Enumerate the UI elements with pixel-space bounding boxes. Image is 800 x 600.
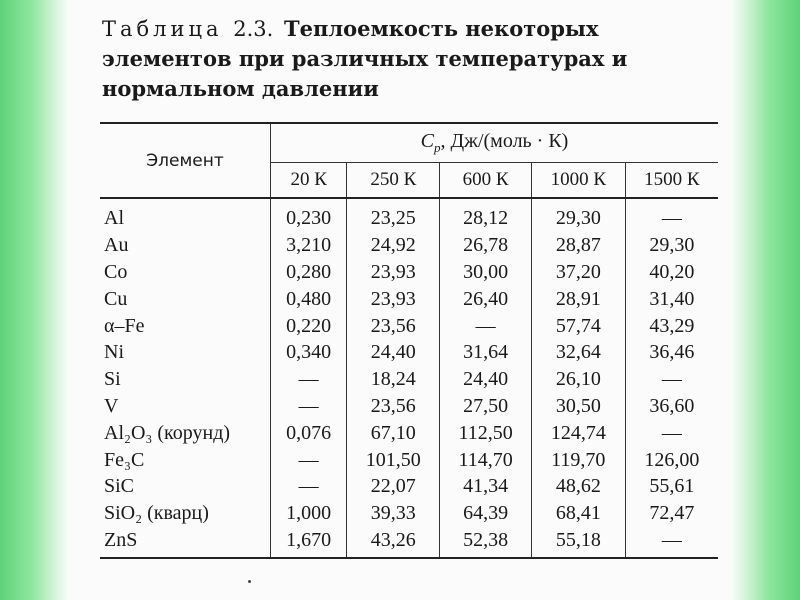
- temp-header: 250 К: [347, 163, 440, 199]
- value-cell: 0,340: [271, 339, 347, 366]
- value-cell: —: [625, 527, 718, 559]
- table-row: [100, 366, 718, 393]
- table-row: [100, 198, 718, 232]
- value-cell: 0,480: [271, 285, 347, 312]
- temp-header: 20 К: [271, 163, 347, 199]
- table-row: [100, 259, 718, 286]
- table-row: [100, 339, 718, 366]
- value-cell: 30,50: [531, 393, 625, 420]
- value-cell: 28,87: [531, 232, 625, 259]
- value-cell: 30,00: [440, 259, 532, 286]
- element-cell: SiO₂ (кварц): [104, 502, 209, 525]
- value-cell: 28,12: [440, 198, 532, 232]
- value-cell: 119,70: [531, 446, 625, 473]
- value-cell: 28,91: [531, 285, 625, 312]
- table-row: [100, 527, 718, 559]
- quantity-symbol: C: [420, 130, 434, 152]
- element-cell: Fe₃C: [104, 448, 145, 471]
- value-cell: —: [271, 446, 347, 473]
- element-cell: Cu: [104, 287, 128, 310]
- value-cell: —: [440, 312, 532, 339]
- value-cell: 22,07: [347, 473, 440, 500]
- element-cell: ZnS: [100, 527, 271, 559]
- table-row: [100, 393, 718, 420]
- value-cell: 31,64: [440, 339, 532, 366]
- element-cell: Si: [104, 368, 121, 391]
- value-cell: 55,61: [625, 473, 718, 500]
- value-cell: —: [271, 366, 347, 393]
- caption-label: Таблица: [102, 17, 223, 41]
- value-cell: 64,39: [440, 500, 532, 527]
- caption-title: Теплоемкость некоторых элементов при различных температурах и нормальном давлении: [102, 16, 628, 101]
- table-row: [100, 285, 718, 312]
- value-cell: —: [625, 419, 718, 446]
- value-cell: 1,670: [271, 527, 347, 559]
- value-cell: 124,74: [531, 419, 625, 446]
- value-cell: 3,210: [271, 232, 347, 259]
- heat-capacity-table: [100, 122, 750, 559]
- quantity-subscript: p: [434, 140, 441, 155]
- value-cell: 0,076: [271, 419, 347, 446]
- value-cell: 55,18: [531, 527, 625, 559]
- value-cell: 67,10: [347, 419, 440, 446]
- value-cell: 112,50: [440, 419, 532, 446]
- element-cell: Ni: [104, 341, 124, 364]
- value-cell: —: [271, 473, 347, 500]
- value-cell: 0,220: [271, 312, 347, 339]
- element-cell: Au: [104, 234, 129, 257]
- value-cell: 39,33: [347, 500, 440, 527]
- table-row: [100, 312, 718, 339]
- value-cell: 18,24: [347, 366, 440, 393]
- quantity-unit: , Дж/(моль · К): [440, 130, 569, 152]
- value-cell: 72,47: [625, 500, 718, 527]
- value-cell: 43,26: [347, 527, 440, 559]
- table-row: [100, 500, 718, 527]
- element-cell: Co: [104, 260, 128, 283]
- value-cell: 23,56: [347, 312, 440, 339]
- value-cell: 24,40: [440, 366, 532, 393]
- value-cell: 24,40: [347, 339, 440, 366]
- value-cell: 24,92: [347, 232, 440, 259]
- value-cell: —: [271, 393, 347, 420]
- element-cell: V: [104, 394, 119, 417]
- value-cell: 57,74: [531, 312, 625, 339]
- element-cell: Al₂O₃ (корунд): [104, 421, 231, 444]
- value-cell: 23,93: [347, 285, 440, 312]
- value-cell: 68,41: [531, 500, 625, 527]
- value-cell: 37,20: [531, 259, 625, 286]
- value-cell: 48,62: [531, 473, 625, 500]
- value-cell: 0,230: [271, 198, 347, 232]
- temp-header: 1000 К: [531, 163, 625, 199]
- value-cell: 31,40: [625, 285, 718, 312]
- value-cell: 26,78: [440, 232, 532, 259]
- value-cell: 126,00: [625, 446, 718, 473]
- table-row: [100, 232, 718, 259]
- table-row: [100, 419, 718, 446]
- value-cell: 23,56: [347, 393, 440, 420]
- value-cell: 27,50: [440, 393, 532, 420]
- temp-header: 600 К: [440, 163, 532, 199]
- book-page: [68, 0, 732, 600]
- table-caption: [102, 14, 722, 104]
- value-cell: 0,280: [271, 259, 347, 286]
- temp-header: 1500 К: [625, 163, 718, 199]
- value-cell: 52,38: [440, 527, 532, 559]
- value-cell: 36,60: [625, 393, 718, 420]
- value-cell: 23,25: [347, 198, 440, 232]
- value-cell: —: [625, 198, 718, 232]
- table-row: [100, 473, 718, 500]
- value-cell: 29,30: [625, 232, 718, 259]
- quantity-header: [271, 123, 719, 163]
- value-cell: 114,70: [440, 446, 532, 473]
- table-body: [100, 198, 718, 558]
- value-cell: 26,40: [440, 285, 532, 312]
- value-cell: 32,64: [531, 339, 625, 366]
- table-row: [100, 446, 718, 473]
- value-cell: 101,50: [347, 446, 440, 473]
- value-cell: 26,10: [531, 366, 625, 393]
- element-cell: Al: [104, 207, 124, 230]
- value-cell: 43,29: [625, 312, 718, 339]
- caption-number: 2.3.: [233, 17, 274, 41]
- page-speck: [248, 580, 251, 583]
- value-cell: 40,20: [625, 259, 718, 286]
- value-cell: —: [625, 366, 718, 393]
- value-cell: 36,46: [625, 339, 718, 366]
- value-cell: 41,34: [440, 473, 532, 500]
- value-cell: 1,000: [271, 500, 347, 527]
- element-cell: α–Fe: [104, 314, 145, 337]
- value-cell: 23,93: [347, 259, 440, 286]
- element-column-header: Элемент: [100, 123, 271, 198]
- value-cell: 29,30: [531, 198, 625, 232]
- element-cell: SiC: [104, 475, 135, 498]
